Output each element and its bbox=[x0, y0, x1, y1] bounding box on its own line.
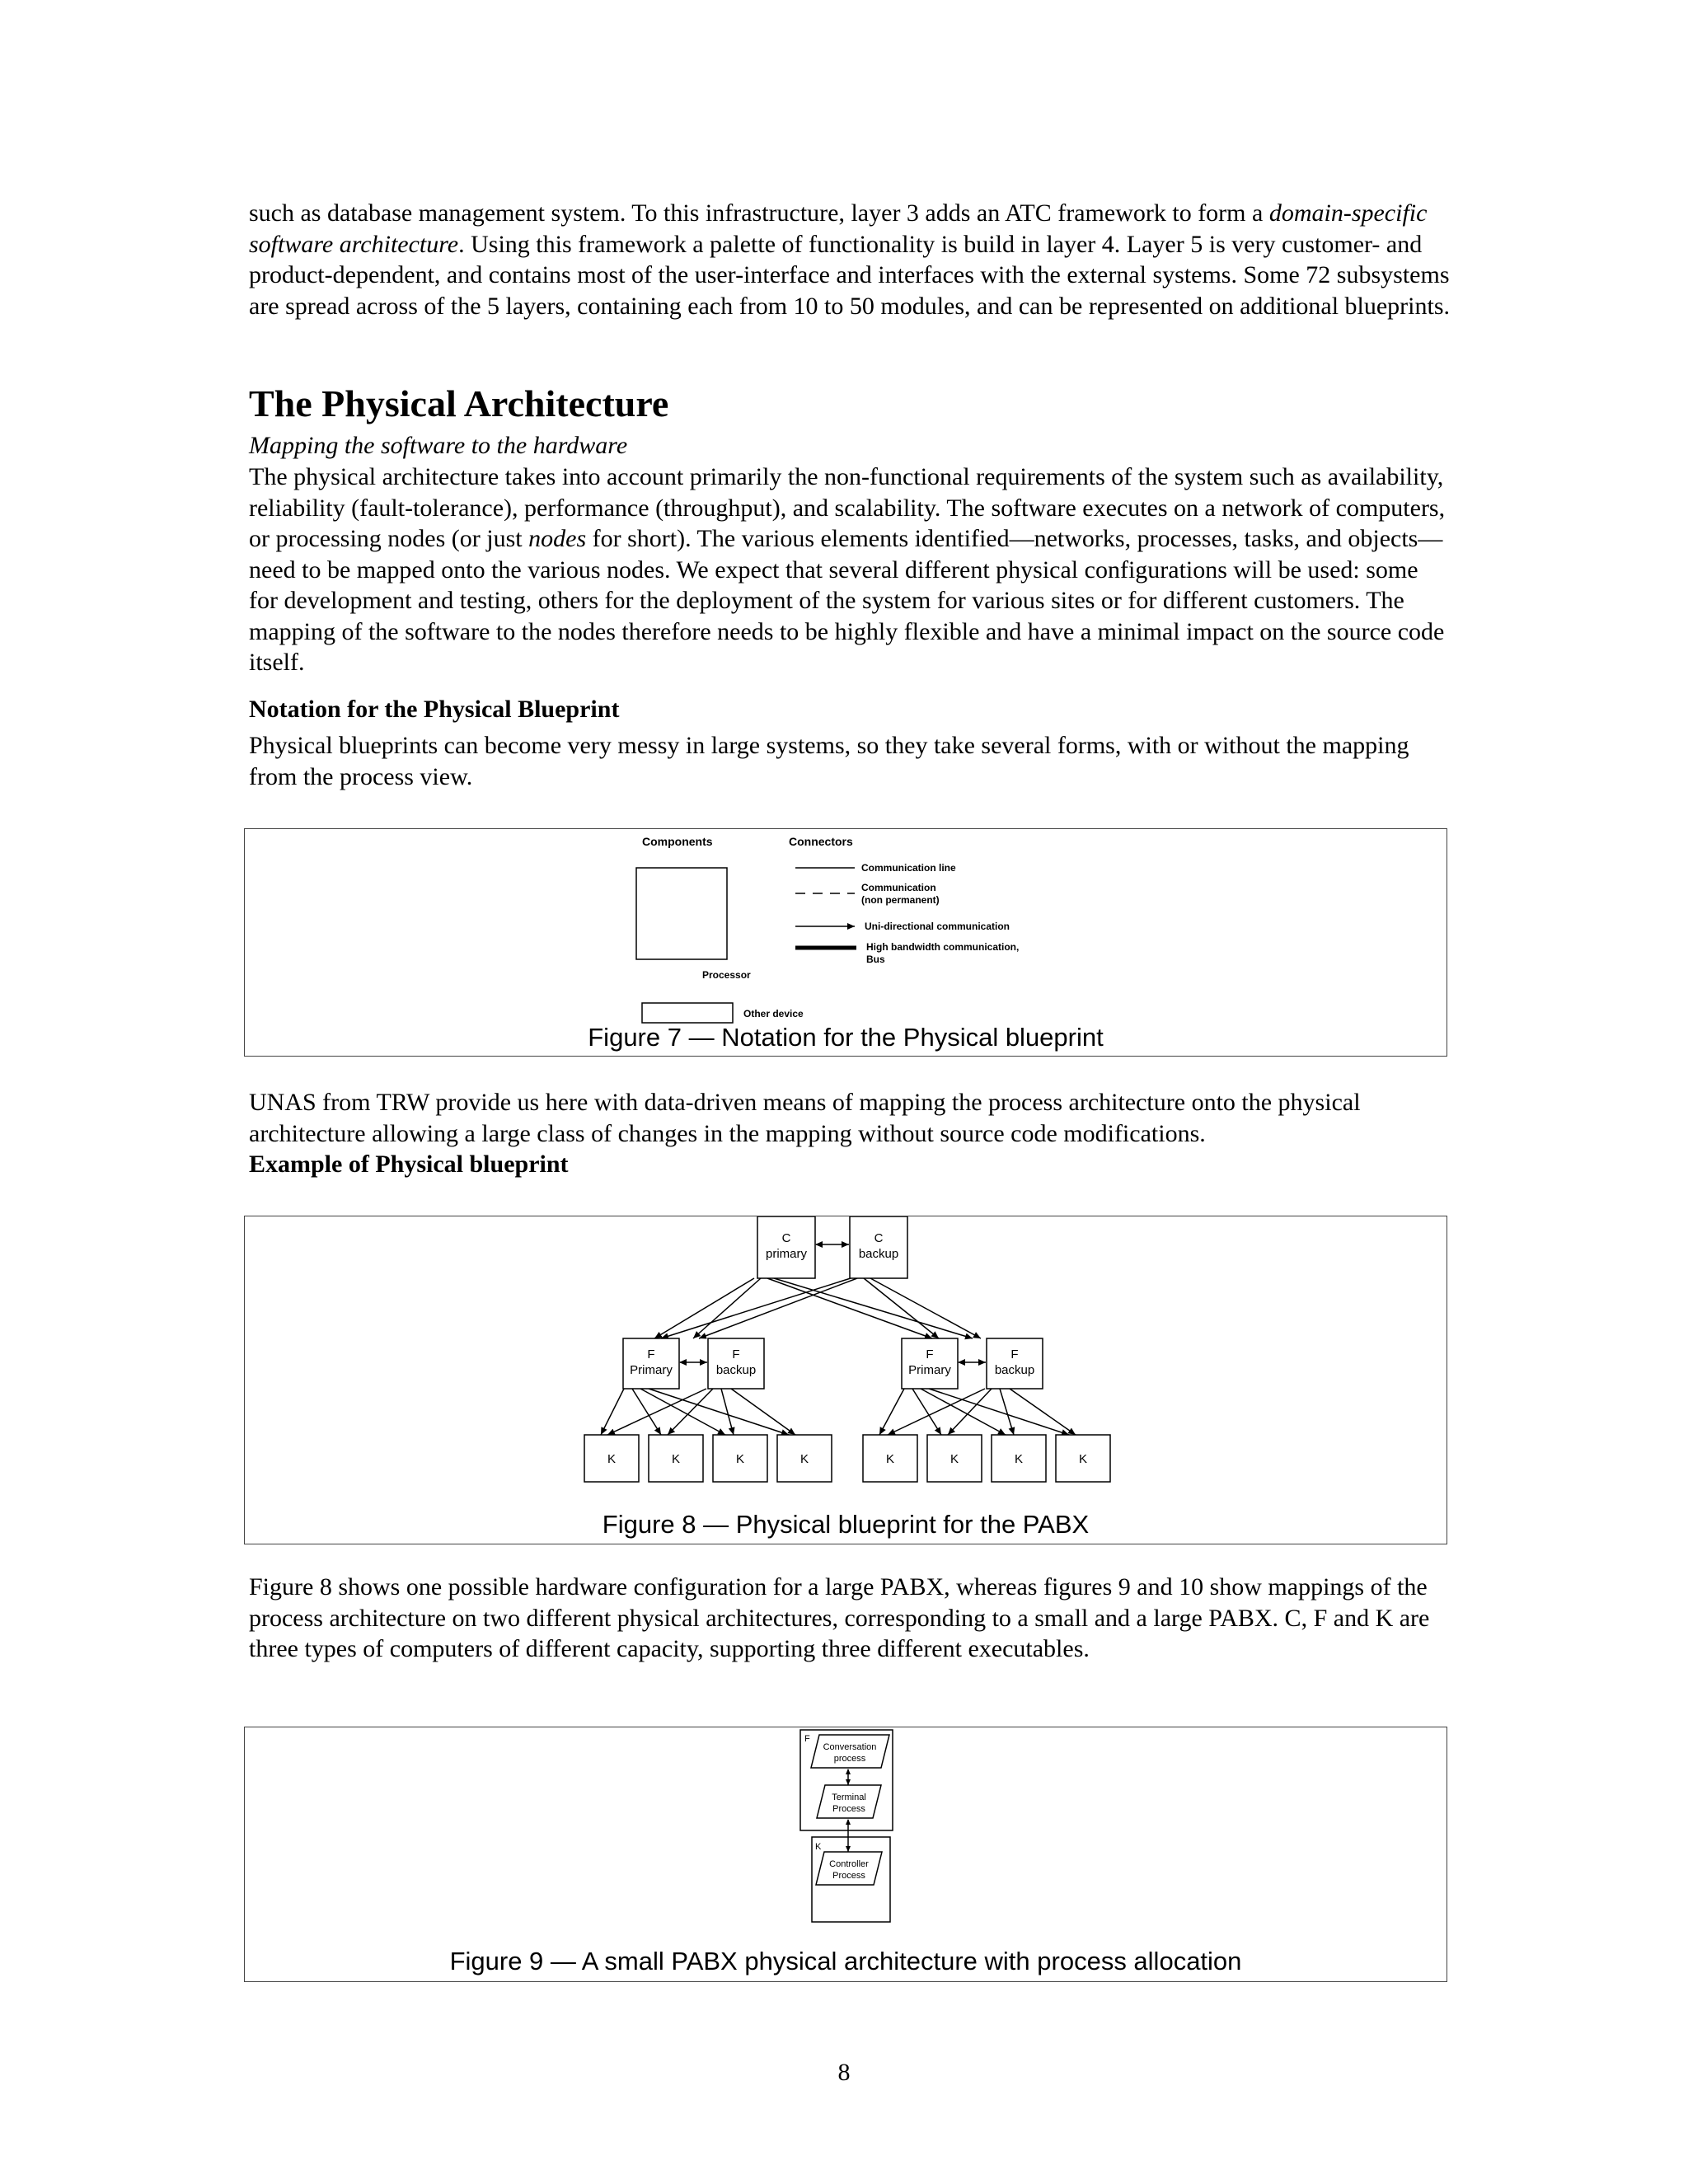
components-label: Components bbox=[642, 835, 713, 848]
highbw-label-1: High bandwidth communication, bbox=[866, 941, 1020, 953]
section-title: The Physical Architecture bbox=[249, 382, 669, 424]
intro-italic: domain-specific software architecture bbox=[249, 199, 1428, 258]
svg-text:K: K bbox=[1014, 1452, 1024, 1466]
svg-text:K: K bbox=[950, 1452, 959, 1466]
notation-paragraph: Physical blueprints can become very messy in large systems, so they take several forms, with or without the mapping from the process view. bbox=[249, 732, 1409, 790]
section-subtitle: Mapping the software to the hardware bbox=[249, 432, 628, 459]
svg-text:K: K bbox=[799, 1452, 809, 1466]
c-backup-node bbox=[850, 1216, 907, 1278]
f-primary-node-left bbox=[623, 1338, 679, 1389]
section-para-b: for short). The various elements identified—networks, processes, tasks, and objects—need to be mapped onto the various nodes. We expect that several different physical configurations will be used: some for development and testing, others for the deployment of the system for various sites or for different customers. The mapping of the software to the nodes therefore needs to be highly flexible and have a minimal impact on the source code itself. bbox=[249, 525, 1445, 676]
notation-heading: Notation for the Physical Blueprint bbox=[249, 696, 620, 723]
other-device-label: Other device bbox=[743, 1008, 804, 1019]
svg-text:K: K bbox=[735, 1452, 745, 1466]
svg-text:F: F bbox=[1010, 1347, 1019, 1361]
svg-text:Primary: Primary bbox=[630, 1363, 673, 1377]
comm-nonperm-label-2: (non permanent) bbox=[861, 894, 940, 906]
svg-text:K: K bbox=[671, 1452, 681, 1466]
svg-text:F: F bbox=[647, 1347, 655, 1361]
figure-9 bbox=[244, 1727, 1447, 1982]
intro-line1: such as database management system. To this infrastructure, layer 3 adds an ATC framework to form a bbox=[249, 199, 1264, 227]
processor-symbol bbox=[636, 868, 727, 959]
svg-text:C: C bbox=[781, 1231, 791, 1245]
svg-text:primary: primary bbox=[765, 1247, 808, 1261]
unidir-label: Uni-directional communication bbox=[865, 921, 1010, 932]
svg-text:Primary: Primary bbox=[908, 1363, 951, 1377]
intro-paragraph bbox=[249, 198, 1452, 321]
section-para-italic: nodes bbox=[528, 525, 587, 552]
figure-7 bbox=[244, 828, 1447, 1057]
after-figure-8-paragraph: Figure 8 shows one possible hardware configuration for a large PABX, whereas figures 9 and 10 show mappings of the process architecture on two different physical architectures, corresponding to a small and a large PABX. C, F and K are three types of computers of different capacity, supporting three different executables. bbox=[249, 1573, 1430, 1662]
c-to-f-connections bbox=[654, 1278, 981, 1338]
f-backup-node-left bbox=[708, 1338, 764, 1389]
comm-line-label: Communication line bbox=[861, 862, 956, 874]
k-nodes bbox=[584, 1435, 1110, 1482]
other-device-symbol bbox=[642, 1003, 733, 1023]
svg-text:process: process bbox=[833, 1754, 866, 1764]
svg-text:Conversation: Conversation bbox=[823, 1742, 877, 1752]
svg-text:backup: backup bbox=[715, 1363, 757, 1377]
svg-text:F: F bbox=[926, 1347, 934, 1361]
intro-line3: Layer 5 is very customer- and product-dependent, and contains most of the user-interface and interfaces with the external systems. Some 72 subsystems are spread across of the 5 layers, containing each from 10 to 50 modules, and can be represented on additional blueprints. bbox=[249, 230, 1451, 320]
f-backup-node-right bbox=[987, 1338, 1043, 1389]
figure-9-diagram bbox=[245, 1727, 1448, 1983]
f-to-k-connections bbox=[601, 1389, 1076, 1435]
svg-text:Process: Process bbox=[832, 1871, 865, 1881]
example-heading: Example of Physical blueprint bbox=[249, 1151, 569, 1178]
f-primary-node-right bbox=[902, 1338, 958, 1389]
svg-text:F: F bbox=[732, 1347, 740, 1361]
svg-text:Controller: Controller bbox=[829, 1859, 869, 1869]
figure-9-caption: Figure 9 — A small PABX physical architecture with process allocation bbox=[449, 1947, 1242, 1975]
page-number: 8 bbox=[837, 2059, 851, 2086]
k-node-label: K bbox=[815, 1842, 822, 1852]
figure-7-caption: Figure 7 — Notation for the Physical blueprint bbox=[588, 1023, 1104, 1052]
svg-text:C: C bbox=[874, 1231, 884, 1245]
f-node-label: F bbox=[804, 1734, 810, 1744]
section-paragraph bbox=[249, 462, 1452, 678]
svg-text:Process: Process bbox=[832, 1804, 865, 1814]
processor-label: Processor bbox=[702, 969, 751, 981]
svg-text:backup: backup bbox=[994, 1363, 1035, 1377]
figure-8-diagram bbox=[245, 1216, 1448, 1545]
c-primary-node bbox=[757, 1216, 815, 1278]
intro-line2: . Using this framework a palette of functionality is build in layer 4. bbox=[458, 230, 1121, 258]
unas-paragraph: UNAS from TRW provide us here with data-driven means of mapping the process architecture onto the physical architecture allowing a large class of changes in the mapping without source code modifications. bbox=[249, 1089, 1361, 1147]
connectors-label: Connectors bbox=[789, 835, 853, 848]
comm-nonperm-label-1: Communication bbox=[861, 882, 936, 893]
svg-text:Terminal: Terminal bbox=[832, 1793, 866, 1802]
svg-text:backup: backup bbox=[858, 1247, 899, 1261]
figure-8-caption: Figure 8 — Physical blueprint for the PABX bbox=[602, 1510, 1090, 1539]
figure-8 bbox=[244, 1216, 1447, 1544]
svg-text:K: K bbox=[607, 1452, 617, 1466]
svg-text:K: K bbox=[1078, 1452, 1088, 1466]
section-para-a: The physical architecture takes into account primarily the non-functional requirements of the system such as availability, reliability (fault-tolerance), performance (throughput), and scalability. The software executes on a network of computers, or processing nodes (or just bbox=[249, 463, 1446, 552]
svg-text:K: K bbox=[885, 1452, 895, 1466]
highbw-label-2: Bus bbox=[866, 954, 885, 965]
